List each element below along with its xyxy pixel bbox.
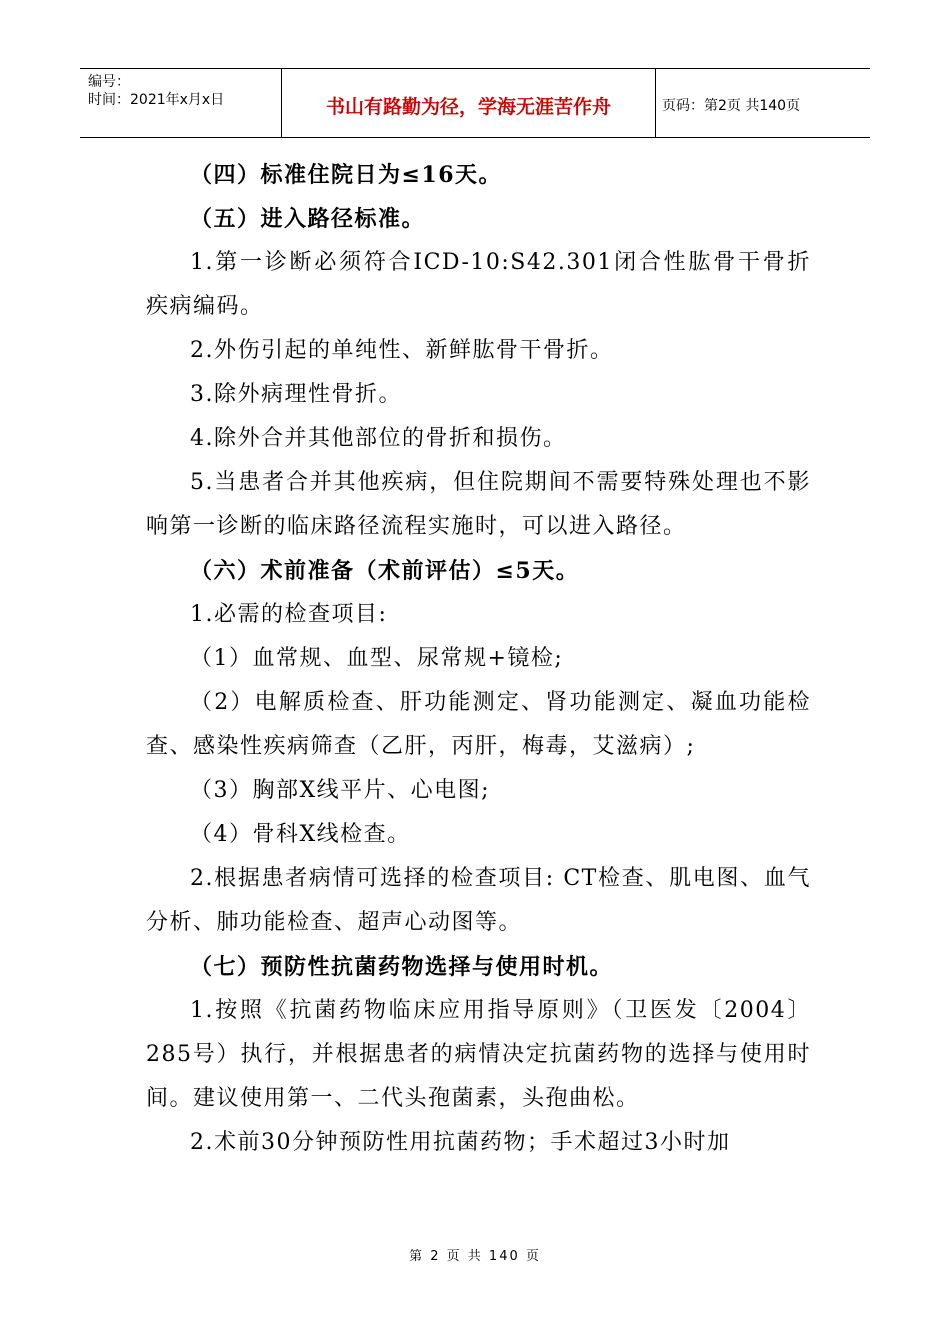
section-heading: （六）术前准备（术前评估）≤5天。 bbox=[190, 558, 580, 584]
paragraph: （3）胸部X线平片、心电图; bbox=[190, 778, 491, 803]
header-page-info: 页码：第2页 共140页 bbox=[662, 98, 801, 114]
header-meta bbox=[80, 69, 282, 137]
paragraph: 3.除外病理性骨折。 bbox=[190, 382, 402, 407]
paragraph: （1）血常规、血型、尿常规+镜检; bbox=[190, 646, 564, 671]
section-heading: （四）标准住院日为≤16天。 bbox=[190, 162, 503, 188]
paragraph: （4）骨科X线检查。 bbox=[190, 822, 411, 847]
paragraph: 4.除外合并其他部位的骨折和损伤。 bbox=[190, 426, 567, 451]
paragraph: 1.第一诊断必须符合ICD-10:S42.301闭合性肱骨干骨折疾病编码。 bbox=[146, 250, 811, 319]
paragraph: （2）电解质检查、肝功能测定、肾功能测定、凝血功能检查、感染性疾病筛查（乙肝，丙肝，梅毒，艾滋病）; bbox=[146, 690, 811, 759]
paragraph: 2.术前30分钟预防性用抗菌药物；手术超过3小时加 bbox=[190, 1130, 731, 1155]
section-heading: （五）进入路径标准。 bbox=[190, 206, 426, 232]
paragraph: 2.根据患者病情可选择的检查项目: CT检查、肌电图、血气分析、肺功能检查、超声心动图等。 bbox=[146, 866, 811, 935]
paragraph: 5.当患者合并其他疾病，但住院期间不需要特殊处理也不影响第一诊断的临床路径流程实施时，可以进入路径。 bbox=[146, 470, 811, 539]
page-header bbox=[80, 68, 870, 138]
document-date: 时间：2021年x月x日 bbox=[88, 92, 225, 108]
section-heading: （七）预防性抗菌药物选择与使用时机。 bbox=[190, 954, 614, 980]
paragraph: 2.外伤引起的单纯性、新鲜肱骨干骨折。 bbox=[190, 338, 614, 363]
document-body bbox=[146, 153, 811, 1165]
page-footer: 第 2 页 共 140 页 bbox=[409, 1249, 541, 1264]
paragraph: 1.按照《抗菌药物临床应用指导原则》（卫医发〔2004〕285号）执行，并根据患者的病情决定抗菌药物的选择与使用时间。建议使用第一、二代头孢菌素，头孢曲松。 bbox=[146, 998, 811, 1111]
document-number-label: 编号： bbox=[88, 74, 130, 90]
paragraph: 1.必需的检查项目: bbox=[190, 602, 388, 627]
header-motto: 书山有路勤为径，学海无涯苦作舟 bbox=[282, 69, 656, 137]
